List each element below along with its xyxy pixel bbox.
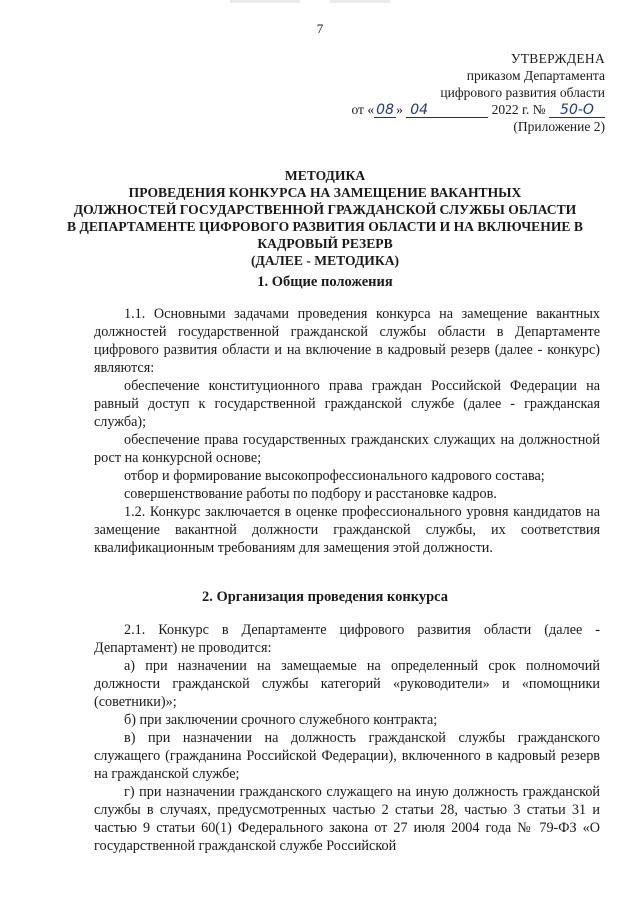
section-2-heading: 2. Организация проведения конкурса <box>201 589 449 605</box>
title-line: ПРОВЕДЕНИЯ КОНКУРСА НА ЗАМЕЩЕНИЕ ВАКАНТНЫХ <box>128 185 522 200</box>
title-line: ДОЛЖНОСТЕЙ ГОСУДАРСТВЕННОЙ ГРАЖДАНСКОЙ СЛУЖБЫ ОБЛАСТИ <box>73 202 577 217</box>
order-number: 50-О <box>549 103 605 118</box>
paragraph: в) при назначении на должность гражданской службы гражданского служащего (гражданина Российской Федерации), включенного в кадровый резерв на гражданской службе; <box>94 730 600 782</box>
page-number: 7 <box>316 21 324 36</box>
bleed-through-mark <box>230 0 300 3</box>
approval-appendix: (Приложение 2) <box>513 119 605 134</box>
section-2-body <box>94 621 600 855</box>
date-day: 08 <box>374 103 396 118</box>
section-1-heading: 1. Общие положения <box>257 274 393 290</box>
paragraph: 1.1. Основными задачами проведения конкурса на замещение вакантных должностей государственной гражданской службы области в Департаменте цифрового развития области и на включение в кадровый резерв (далее - конкурс) являются: <box>94 306 600 376</box>
document-title <box>60 167 590 269</box>
paragraph: отбор и формирование высокопрофессионального кадрового состава; <box>124 468 545 484</box>
paragraph: обеспечение конституционного права граждан Российской Федерации на равный доступ к государственной гражданской службе (далее - гражданская служба); <box>94 378 600 430</box>
title-line: МЕТОДИКА <box>284 168 366 183</box>
title-line: (ДАЛЕЕ - МЕТОДИКА) <box>250 253 400 268</box>
approval-title: УТВЕРЖДЕНА <box>510 51 605 66</box>
paragraph: а) при назначении на замещаемые на определенный срок полномочий должности гражданской службы категорий «руководители» и «помощники (советники)»; <box>94 658 600 710</box>
paragraph: г) при назначении гражданского служащего на иную должность гражданской службы в случаях, предусмотренных частью 2 статьи 28, частью 3 статьи 31 и частью 9 статьи 60(1) Федерального закона от 27 июля 2004 года № 79-ФЗ «О государственной гражданской службе Российской <box>94 784 600 854</box>
paragraph: б) при заключении срочного служебного контракта; <box>124 712 438 728</box>
title-line: КАДРОВЫЙ РЕЗЕРВ <box>257 236 393 251</box>
paragraph: совершенствование работы по подбору и расстановке кадров. <box>124 486 497 502</box>
approval-stamp <box>351 50 605 135</box>
date-mid: » <box>396 102 403 117</box>
section-1-body <box>94 305 600 557</box>
paragraph: 2.1. Конкурс в Департаменте цифрового развития области (далее - Департамент) не проводится: <box>94 622 600 656</box>
approval-line-order: приказом Департамента <box>466 68 605 83</box>
bleed-through-mark <box>330 0 390 3</box>
paragraph: 1.2. Конкурс заключается в оценке профессионального уровня кандидатов на замещение вакантной должности гражданской службы, их соответствия квалификационным требованиям для замещения этой должности. <box>94 504 600 556</box>
approval-line-department: цифрового развития области <box>440 85 605 100</box>
date-year: 2022 г. № <box>491 102 546 117</box>
paragraph: обеспечение права государственных гражданских служащих на должностной рост на конкурсной основе; <box>94 432 600 466</box>
date-month: 04 <box>406 103 488 118</box>
approval-date-line <box>351 101 605 118</box>
date-prefix: от « <box>351 102 375 117</box>
title-line: В ДЕПАРТАМЕНТЕ ЦИФРОВОГО РАЗВИТИЯ ОБЛАСТИ И НА ВКЛЮЧЕНИЕ В <box>67 219 583 234</box>
